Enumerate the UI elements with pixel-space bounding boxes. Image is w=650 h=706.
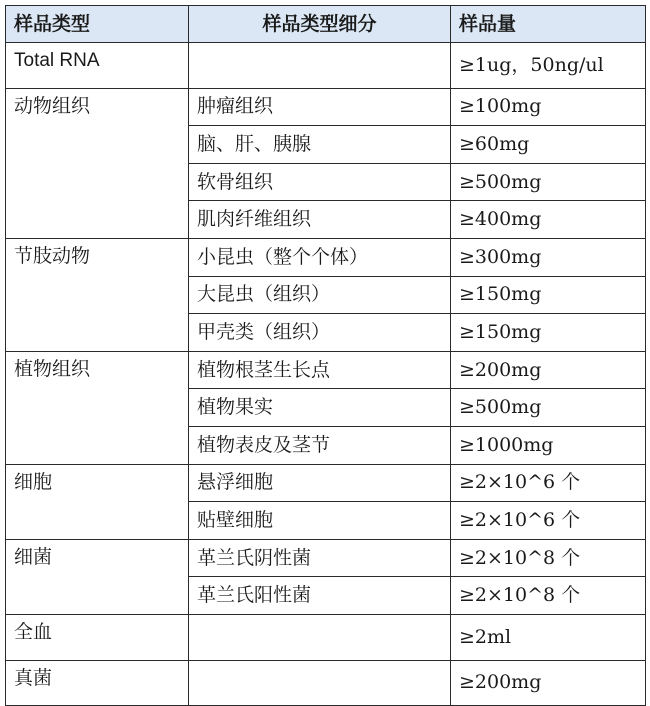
- table-header-row: [6, 6, 646, 43]
- table-row: [6, 539, 646, 577]
- sample-amount-cell: ≥150mg: [451, 276, 646, 314]
- sample-type-cell: 细胞: [6, 464, 189, 539]
- sample-amount-cell: ≥150mg: [451, 314, 646, 352]
- sample-type-cell: 真菌: [6, 660, 189, 706]
- sample-subtype-cell: 肌肉纤维组织: [189, 201, 451, 239]
- sample-amount-cell: ≥1000mg: [451, 426, 646, 464]
- table-row: [6, 351, 646, 389]
- sample-subtype-cell: [189, 43, 451, 89]
- table-row: [6, 88, 646, 126]
- sample-amount-cell: ≥2×10^6 个: [451, 464, 646, 502]
- sample-amount-cell: ≥200mg: [451, 660, 646, 706]
- sample-subtype-cell: 小昆虫（整个个体）: [189, 238, 451, 276]
- sample-amount-cell: ≥500mg: [451, 389, 646, 427]
- sample-type-cell: 动物组织: [6, 88, 189, 238]
- sample-subtype-cell: 肿瘤组织: [189, 88, 451, 126]
- sample-amount-cell: ≥100mg: [451, 88, 646, 126]
- sample-amount-cell: ≥400mg: [451, 201, 646, 239]
- sample-subtype-cell: 大昆虫（组织）: [189, 276, 451, 314]
- sample-type-cell: 植物组织: [6, 351, 189, 464]
- sample-amount-cell: ≥500mg: [451, 163, 646, 201]
- sample-subtype-cell: [189, 660, 451, 706]
- sample-type-cell: Total RNA: [6, 43, 189, 89]
- table-row: [6, 614, 646, 660]
- sample-type-cell: 全血: [6, 614, 189, 660]
- header-sample-type: 样品类型: [6, 6, 189, 43]
- sample-amount-cell: ≥60mg: [451, 126, 646, 164]
- sample-requirements-table: [5, 5, 646, 706]
- header-sample-subtype: 样品类型细分: [189, 6, 451, 43]
- table-row: [6, 660, 646, 706]
- sample-amount-cell: ≥1ug，50ng/ul: [451, 43, 646, 89]
- sample-amount-cell: ≥2×10^6 个: [451, 502, 646, 540]
- sample-amount-cell: ≥2×10^8 个: [451, 539, 646, 577]
- table-body: [6, 43, 646, 706]
- sample-subtype-cell: 甲壳类（组织）: [189, 314, 451, 352]
- table-row: [6, 238, 646, 276]
- sample-subtype-cell: 软骨组织: [189, 163, 451, 201]
- sample-type-cell: 细菌: [6, 539, 189, 614]
- sample-amount-cell: ≥300mg: [451, 238, 646, 276]
- sample-amount-cell: ≥2×10^8 个: [451, 577, 646, 615]
- sample-amount-cell: ≥200mg: [451, 351, 646, 389]
- sample-subtype-cell: 植物根茎生长点: [189, 351, 451, 389]
- table-row: [6, 464, 646, 502]
- table-row: [6, 43, 646, 89]
- sample-subtype-cell: 植物表皮及茎节: [189, 426, 451, 464]
- sample-subtype-cell: 植物果实: [189, 389, 451, 427]
- sample-subtype-cell: 革兰氏阳性菌: [189, 577, 451, 615]
- sample-type-cell: 节肢动物: [6, 238, 189, 351]
- sample-subtype-cell: 悬浮细胞: [189, 464, 451, 502]
- sample-subtype-cell: 脑、肝、胰腺: [189, 126, 451, 164]
- sample-subtype-cell: [189, 614, 451, 660]
- header-sample-amount: 样品量: [451, 6, 646, 43]
- sample-subtype-cell: 贴壁细胞: [189, 502, 451, 540]
- sample-amount-cell: ≥2ml: [451, 614, 646, 660]
- sample-subtype-cell: 革兰氏阴性菌: [189, 539, 451, 577]
